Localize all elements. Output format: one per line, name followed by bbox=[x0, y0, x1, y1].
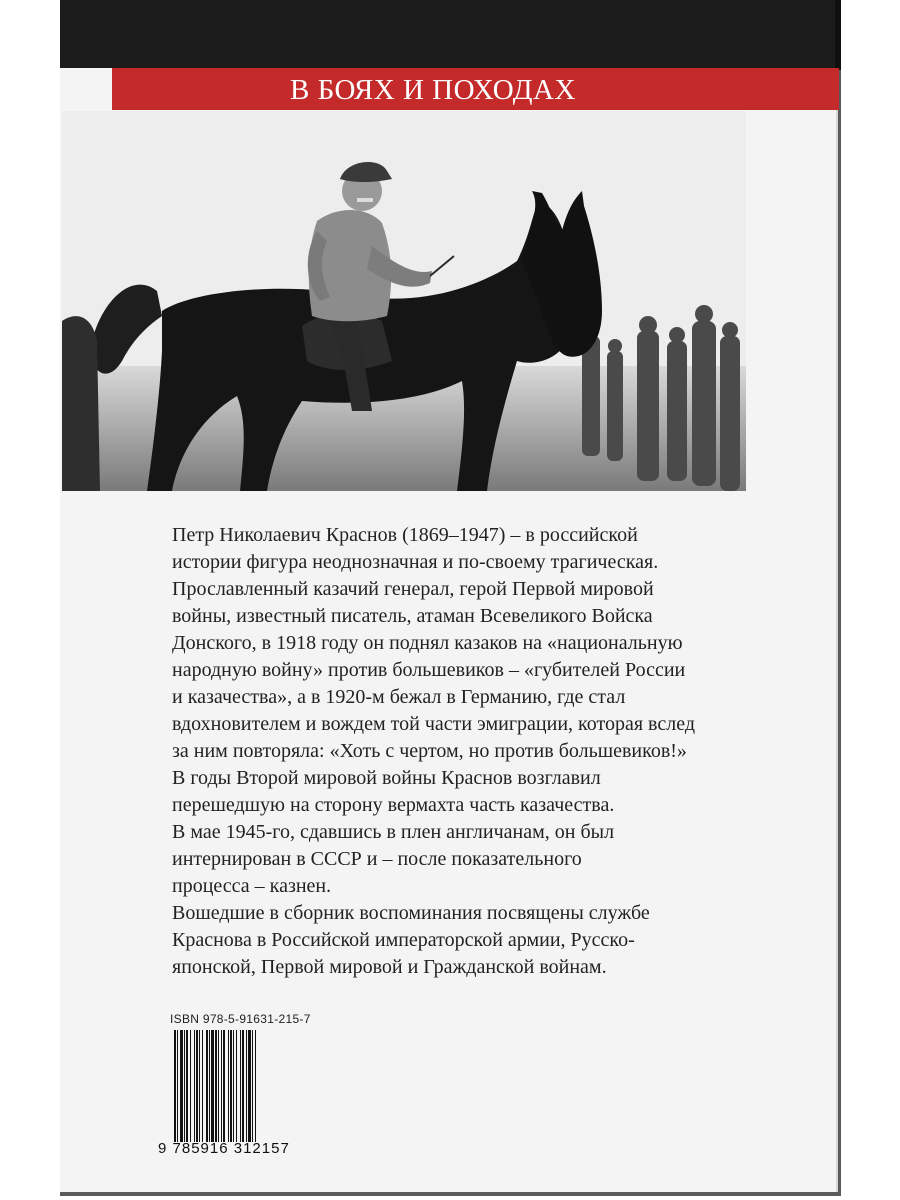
barcode-bar bbox=[199, 1030, 200, 1142]
barcode-bar bbox=[194, 1030, 195, 1142]
barcode-bar bbox=[174, 1030, 176, 1142]
barcode-digits: 9 785916 312157 bbox=[158, 1140, 290, 1157]
annotation-line: процесса – казнен. bbox=[172, 875, 332, 897]
annotation-line: В мае 1945-го, сдавшись в плен англичанам, он был bbox=[172, 821, 615, 843]
barcode-bar bbox=[186, 1030, 188, 1142]
annotation-line: войны, известный писатель, атаман Всевеликого Войска bbox=[172, 605, 653, 627]
barcode-bar bbox=[246, 1030, 247, 1142]
barcode-bar bbox=[180, 1030, 183, 1142]
isbn-label: ISBN 978-5-91631-215-7 bbox=[170, 1012, 311, 1026]
barcode-bar bbox=[215, 1030, 217, 1142]
annotation-line: Прославленный казачий генерал, герой Первой мировой bbox=[172, 578, 654, 600]
annotation-line: перешедшую на сторону вермахта часть казачества. bbox=[172, 794, 615, 816]
annotation-line: Краснова в Российской императорской армии, Русско- bbox=[172, 929, 635, 951]
barcode-bar bbox=[252, 1030, 253, 1142]
annotation-line: вдохновителем и вождем той части эмиграции, которая вслед bbox=[172, 713, 695, 735]
barcode-bar bbox=[218, 1030, 219, 1142]
bottom-edge bbox=[60, 1192, 841, 1196]
barcode-bar bbox=[177, 1030, 178, 1142]
series-title: В БОЯХ И ПОХОДАХ bbox=[290, 74, 576, 106]
barcode-bar bbox=[211, 1030, 214, 1142]
barcode-bar bbox=[190, 1030, 191, 1142]
barcode-icon bbox=[174, 1030, 308, 1142]
annotation-line: народную войну» против большевиков – «губителей России bbox=[172, 659, 686, 681]
spine-edge bbox=[835, 0, 841, 70]
barcode-bar bbox=[228, 1030, 229, 1142]
barcode-bar bbox=[236, 1030, 237, 1142]
barcode-bar bbox=[184, 1030, 185, 1142]
barcode-bar bbox=[233, 1030, 234, 1142]
annotation-line: интернирован в СССР и – после показательного bbox=[172, 848, 582, 870]
annotation-line: японской, Первой мировой и Гражданской войнам. bbox=[172, 956, 607, 978]
barcode-bar bbox=[242, 1030, 244, 1142]
barcode-bar bbox=[240, 1030, 241, 1142]
barcode-bar bbox=[255, 1030, 256, 1142]
barcode-bar bbox=[221, 1030, 222, 1142]
annotation-line: Вошедшие в сборник воспоминания посвящены службе bbox=[172, 902, 650, 924]
barcode-bar bbox=[202, 1030, 203, 1142]
annotation-text bbox=[172, 522, 792, 981]
horseman-photo bbox=[62, 111, 746, 491]
annotation-line: Донского, в 1918 году он поднял казаков на «национальную bbox=[172, 632, 683, 654]
annotation-line: В годы Второй мировой войны Краснов возглавил bbox=[172, 767, 601, 789]
annotation-line: и казачества», а в 1920-м бежал в Германию, где стал bbox=[172, 686, 626, 708]
barcode-bar bbox=[206, 1030, 208, 1142]
top-dark-strip bbox=[60, 0, 838, 68]
annotation-line: истории фигура неоднозначная и по-своему трагическая. bbox=[172, 551, 659, 573]
annotation-line: за ним повторяла: «Хоть с чертом, но против большевиков!» bbox=[172, 740, 687, 762]
barcode-bar bbox=[196, 1030, 198, 1142]
barcode-bar bbox=[248, 1030, 251, 1142]
horseman-photo-icon bbox=[62, 111, 746, 491]
barcode-bar bbox=[230, 1030, 232, 1142]
barcode-bar bbox=[209, 1030, 210, 1142]
barcode-bar bbox=[223, 1030, 225, 1142]
annotation-line: Петр Николаевич Краснов (1869–1947) – в российской bbox=[172, 524, 638, 546]
